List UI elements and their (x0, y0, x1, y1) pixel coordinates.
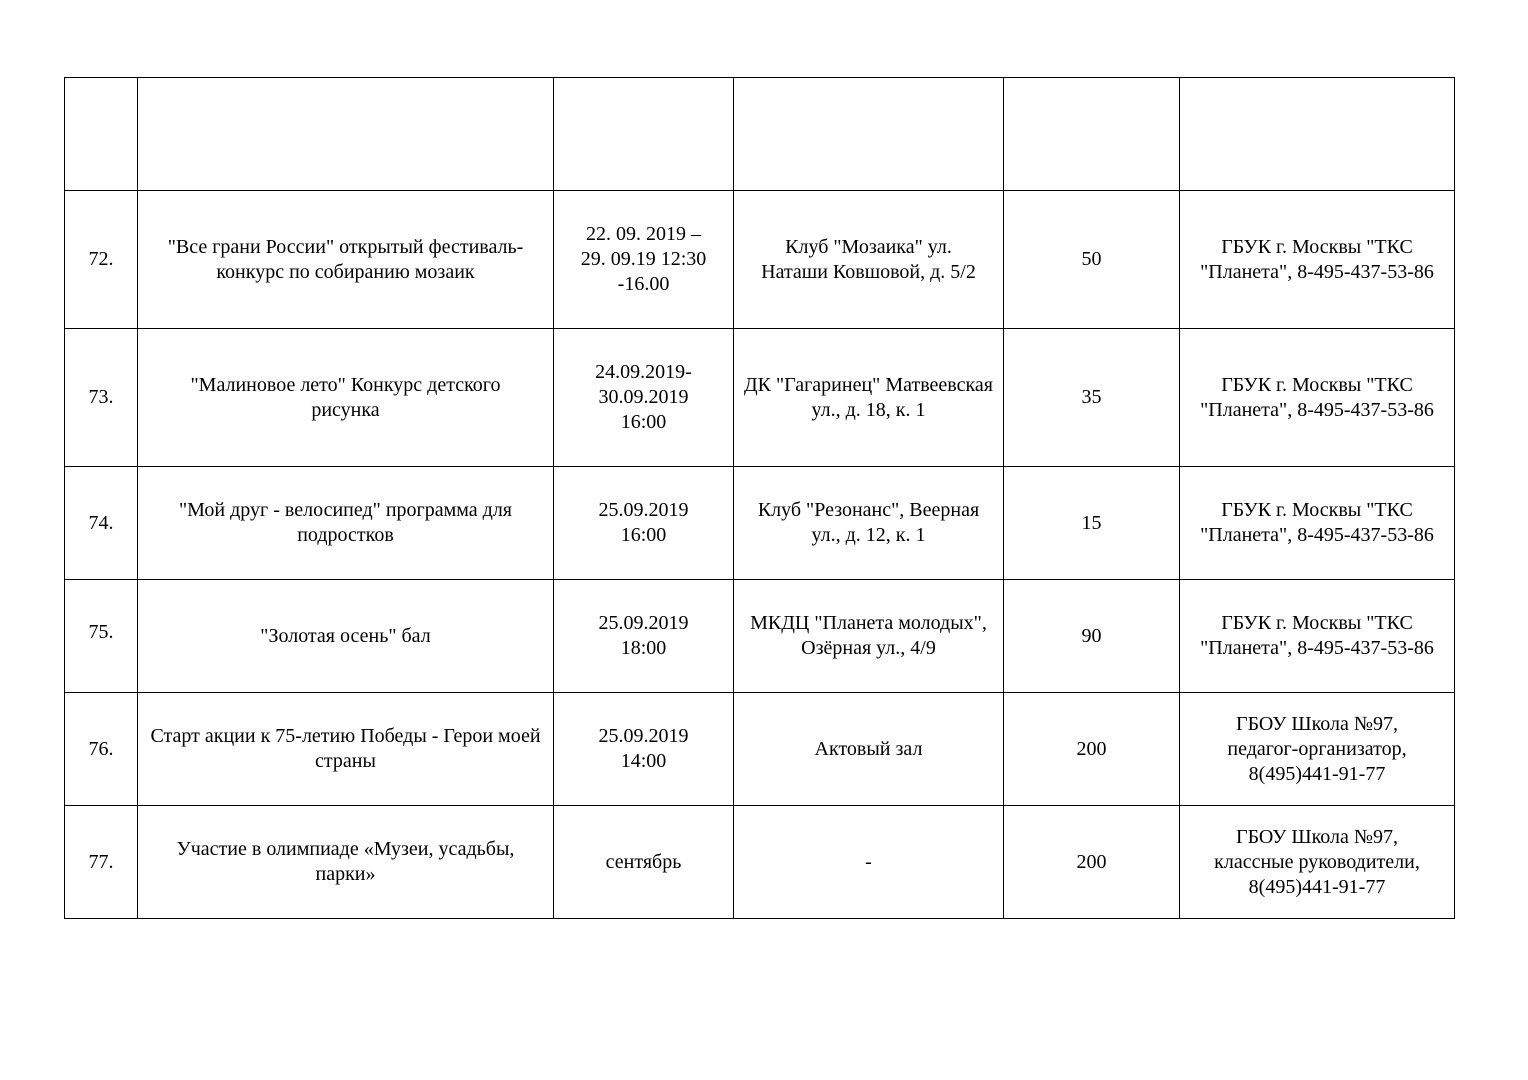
event-cell: "Малиновое лето" Конкурс детского рисунка (138, 329, 554, 467)
event-cell: Старт акции к 75-летию Победы - Герои моей страны (138, 693, 554, 806)
organizer-cell: ГБУК г. Москвы "ТКС "Планета", 8-495-437-53-86 (1180, 580, 1455, 693)
count-cell: 50 (1004, 191, 1180, 329)
table-row (65, 78, 1455, 191)
organizer-cell: ГБОУ Школа №97, классные руководители, 8(495)441-91-77 (1180, 806, 1455, 919)
event-cell: "Все грани России" открытый фестиваль-конкурс по собиранию мозаик (138, 191, 554, 329)
organizer-cell: ГБОУ Школа №97, педагог-организатор, 8(495)441-91-77 (1180, 693, 1455, 806)
count-cell: 35 (1004, 329, 1180, 467)
place-cell: ДК "Гагаринец" Матвеевская ул., д. 18, к. 1 (734, 329, 1004, 467)
date-cell (554, 78, 734, 191)
row-number-cell: 72. (65, 191, 138, 329)
event-cell (138, 78, 554, 191)
date-cell: 25.09.2019 18:00 (554, 580, 734, 693)
row-number-cell: 76. (65, 693, 138, 806)
date-cell: сентябрь (554, 806, 734, 919)
row-number-cell: 75. (65, 580, 138, 693)
place-cell: МКДЦ "Планета молодых", Озёрная ул., 4/9 (734, 580, 1004, 693)
place-cell: Актовый зал (734, 693, 1004, 806)
table-row (65, 693, 1455, 806)
place-cell: Клуб "Резонанс", Веерная ул., д. 12, к. 1 (734, 467, 1004, 580)
organizer-cell: ГБУК г. Москвы "ТКС "Планета", 8-495-437-53-86 (1180, 191, 1455, 329)
table-row (65, 329, 1455, 467)
place-cell: - (734, 806, 1004, 919)
table-row (65, 580, 1455, 693)
date-cell: 22. 09. 2019 – 29. 09.19 12:30 -16.00 (554, 191, 734, 329)
events-table (64, 77, 1455, 919)
date-cell: 25.09.2019 14:00 (554, 693, 734, 806)
table-row (65, 191, 1455, 329)
row-number-cell: 74. (65, 467, 138, 580)
table-row (65, 467, 1455, 580)
organizer-cell: ГБУК г. Москвы "ТКС "Планета", 8-495-437-53-86 (1180, 329, 1455, 467)
date-cell: 25.09.2019 16:00 (554, 467, 734, 580)
count-cell: 15 (1004, 467, 1180, 580)
count-cell (1004, 78, 1180, 191)
place-cell (734, 78, 1004, 191)
count-cell: 200 (1004, 693, 1180, 806)
row-number-cell (65, 78, 138, 191)
event-cell: Участие в олимпиаде «Музеи, усадьбы, парки» (138, 806, 554, 919)
organizer-cell (1180, 78, 1455, 191)
count-cell: 200 (1004, 806, 1180, 919)
place-cell: Клуб "Мозаика" ул. Наташи Ковшовой, д. 5/2 (734, 191, 1004, 329)
event-cell: "Мой друг - велосипед" программа для подростков (138, 467, 554, 580)
row-number-cell: 73. (65, 329, 138, 467)
organizer-cell: ГБУК г. Москвы "ТКС "Планета", 8-495-437-53-86 (1180, 467, 1455, 580)
row-number-cell: 77. (65, 806, 138, 919)
count-cell: 90 (1004, 580, 1180, 693)
date-cell: 24.09.2019- 30.09.2019 16:00 (554, 329, 734, 467)
table-row (65, 806, 1455, 919)
event-cell: "Золотая осень" бал (138, 580, 554, 693)
